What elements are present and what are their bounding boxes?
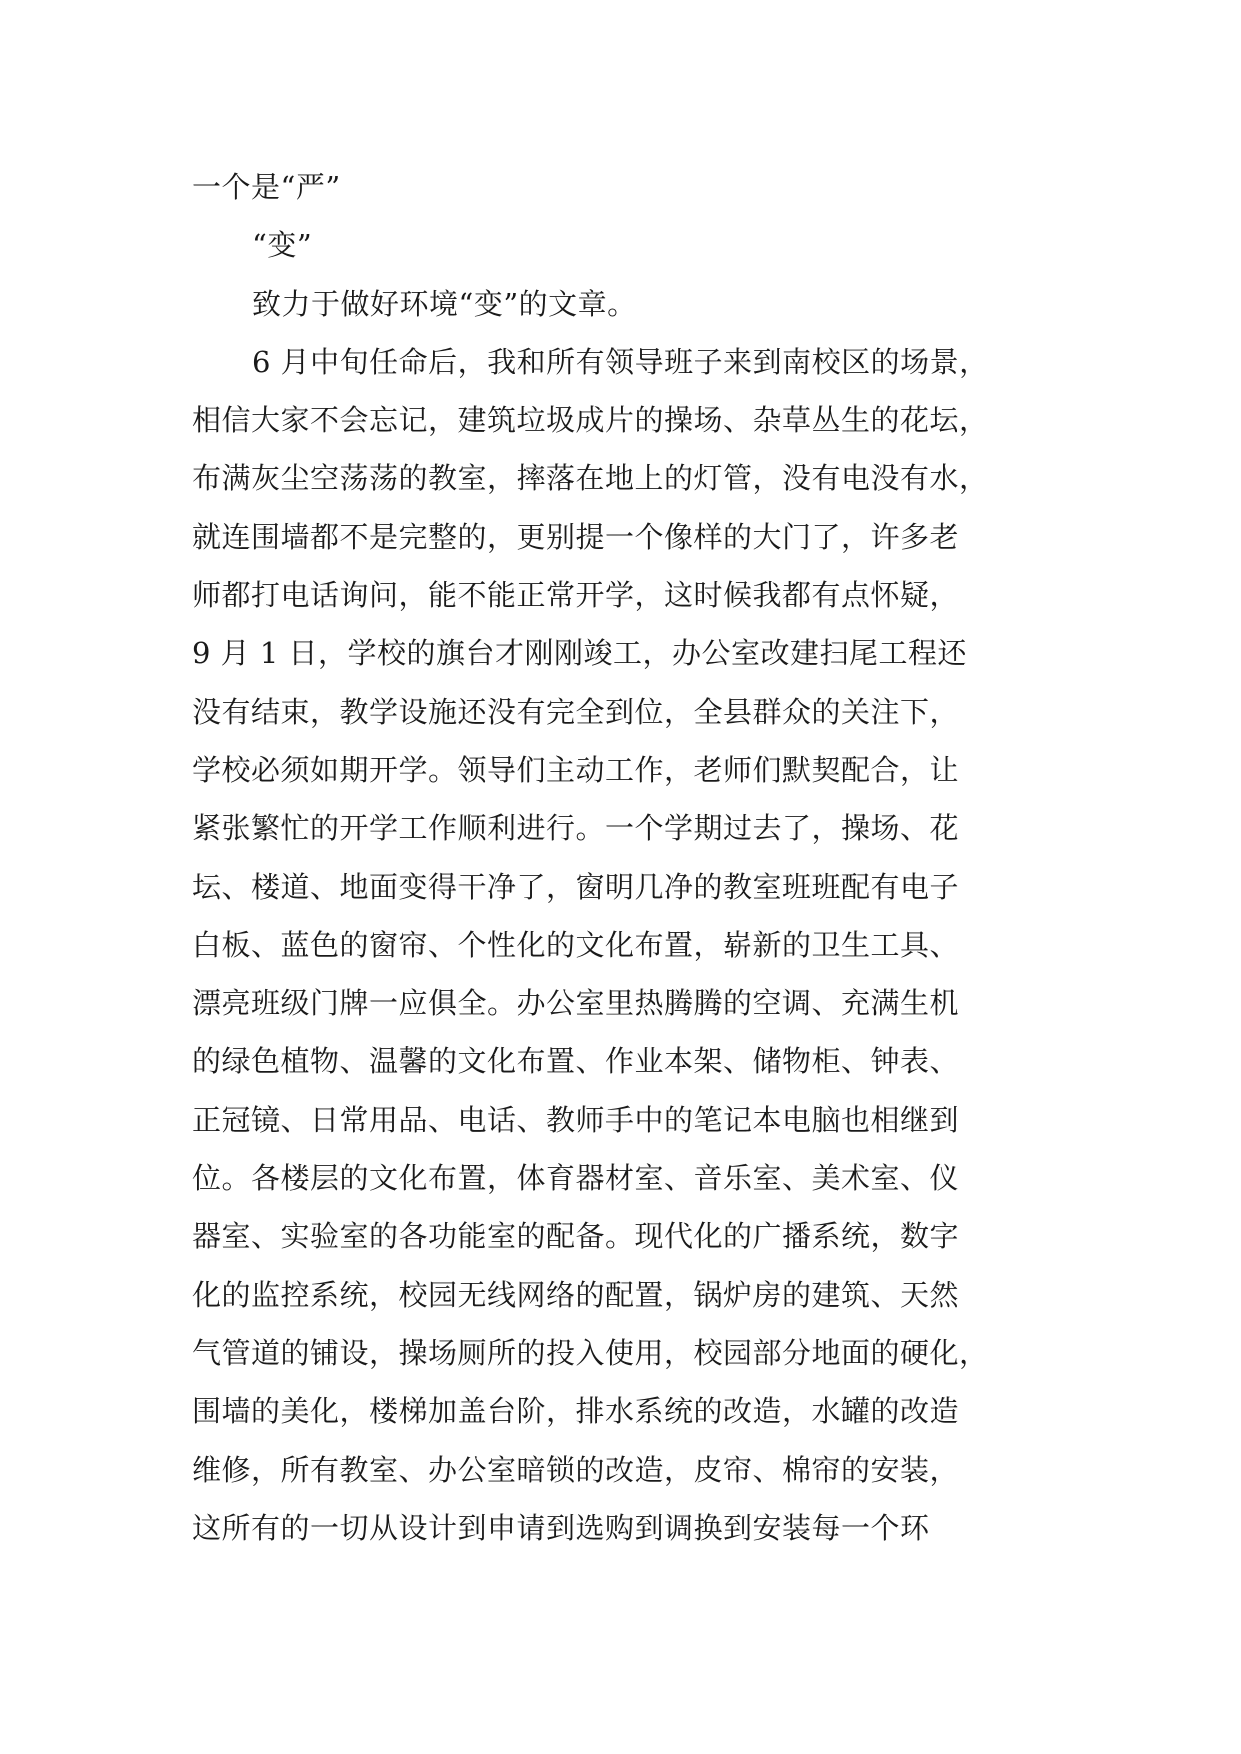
paragraph-line: 学校必须如期开学。领导们主动工作，老师们默契配合，让 xyxy=(192,752,960,787)
paragraph-line: 师都打电话询问，能不能正常开学，这时候我都有点怀疑， xyxy=(192,578,960,613)
paragraph-line: 维修，所有教室、办公室暗锁的改造，皮帘、棉帘的安装， xyxy=(192,1452,960,1487)
paragraph-line: 相信大家不会忘记，建筑垃圾成片的操场、杂草丛生的花坛， xyxy=(192,403,989,438)
paragraph-line: 紧张繁忙的开学工作顺利进行。一个学期过去了，操场、花 xyxy=(192,811,960,846)
paragraph-line: 就连围墙都不是完整的，更别提一个像样的大门了，许多老 xyxy=(192,519,960,554)
paragraph-line: 布满灰尘空荡荡的教室，摔落在地上的灯管，没有电没有水， xyxy=(192,461,989,496)
paragraph-line: 围墙的美化，楼梯加盖台阶，排水系统的改造，水罐的改造 xyxy=(192,1394,960,1429)
paragraph-line: 化的监控系统，校园无线网络的配置，锅炉房的建筑、天然 xyxy=(192,1277,960,1312)
paragraph-line: 气管道的铺设，操场厕所的投入使用，校园部分地面的硬化， xyxy=(192,1335,989,1370)
paragraph-line: 9 月 1 日，学校的旗台才刚刚竣工，办公室改建扫尾工程还 xyxy=(192,636,968,671)
paragraph-line: 正冠镜、日常用品、电话、教师手中的笔记本电脑也相继到 xyxy=(192,1102,960,1137)
paragraph-line: 的绿色植物、温馨的文化布置、作业本架、储物柜、钟表、 xyxy=(192,1044,960,1079)
paragraph-line: 致力于做好环境“变”的文章。 xyxy=(252,286,637,321)
paragraph-line: 这所有的一切从设计到申请到选购到调换到安装每一个环 xyxy=(192,1510,930,1545)
heading-line: 一个是“严” xyxy=(192,170,341,204)
subheading-line: “变” xyxy=(252,228,313,263)
paragraph-line: 漂亮班级门牌一应俱全。办公室里热腾腾的空调、充满生机 xyxy=(192,986,960,1021)
paragraph-line: 白板、蓝色的窗帘、个性化的文化布置，崭新的卫生工具、 xyxy=(192,927,960,962)
paragraph-line: 没有结束，教学设施还没有完全到位，全县群众的关注下， xyxy=(192,694,960,729)
document-body xyxy=(192,158,1072,1557)
paragraph-line: 6 月中旬任命后，我和所有领导班子来到南校区的场景， xyxy=(252,344,989,379)
paragraph-line: 坛、楼道、地面变得干净了，窗明几净的教室班班配有电子 xyxy=(192,869,960,904)
paragraph-line: 器室、实验室的各功能室的配备。现代化的广播系统，数字 xyxy=(192,1219,960,1254)
paragraph-line: 位。各楼层的文化布置，体育器材室、音乐室、美术室、仪 xyxy=(192,1161,960,1196)
